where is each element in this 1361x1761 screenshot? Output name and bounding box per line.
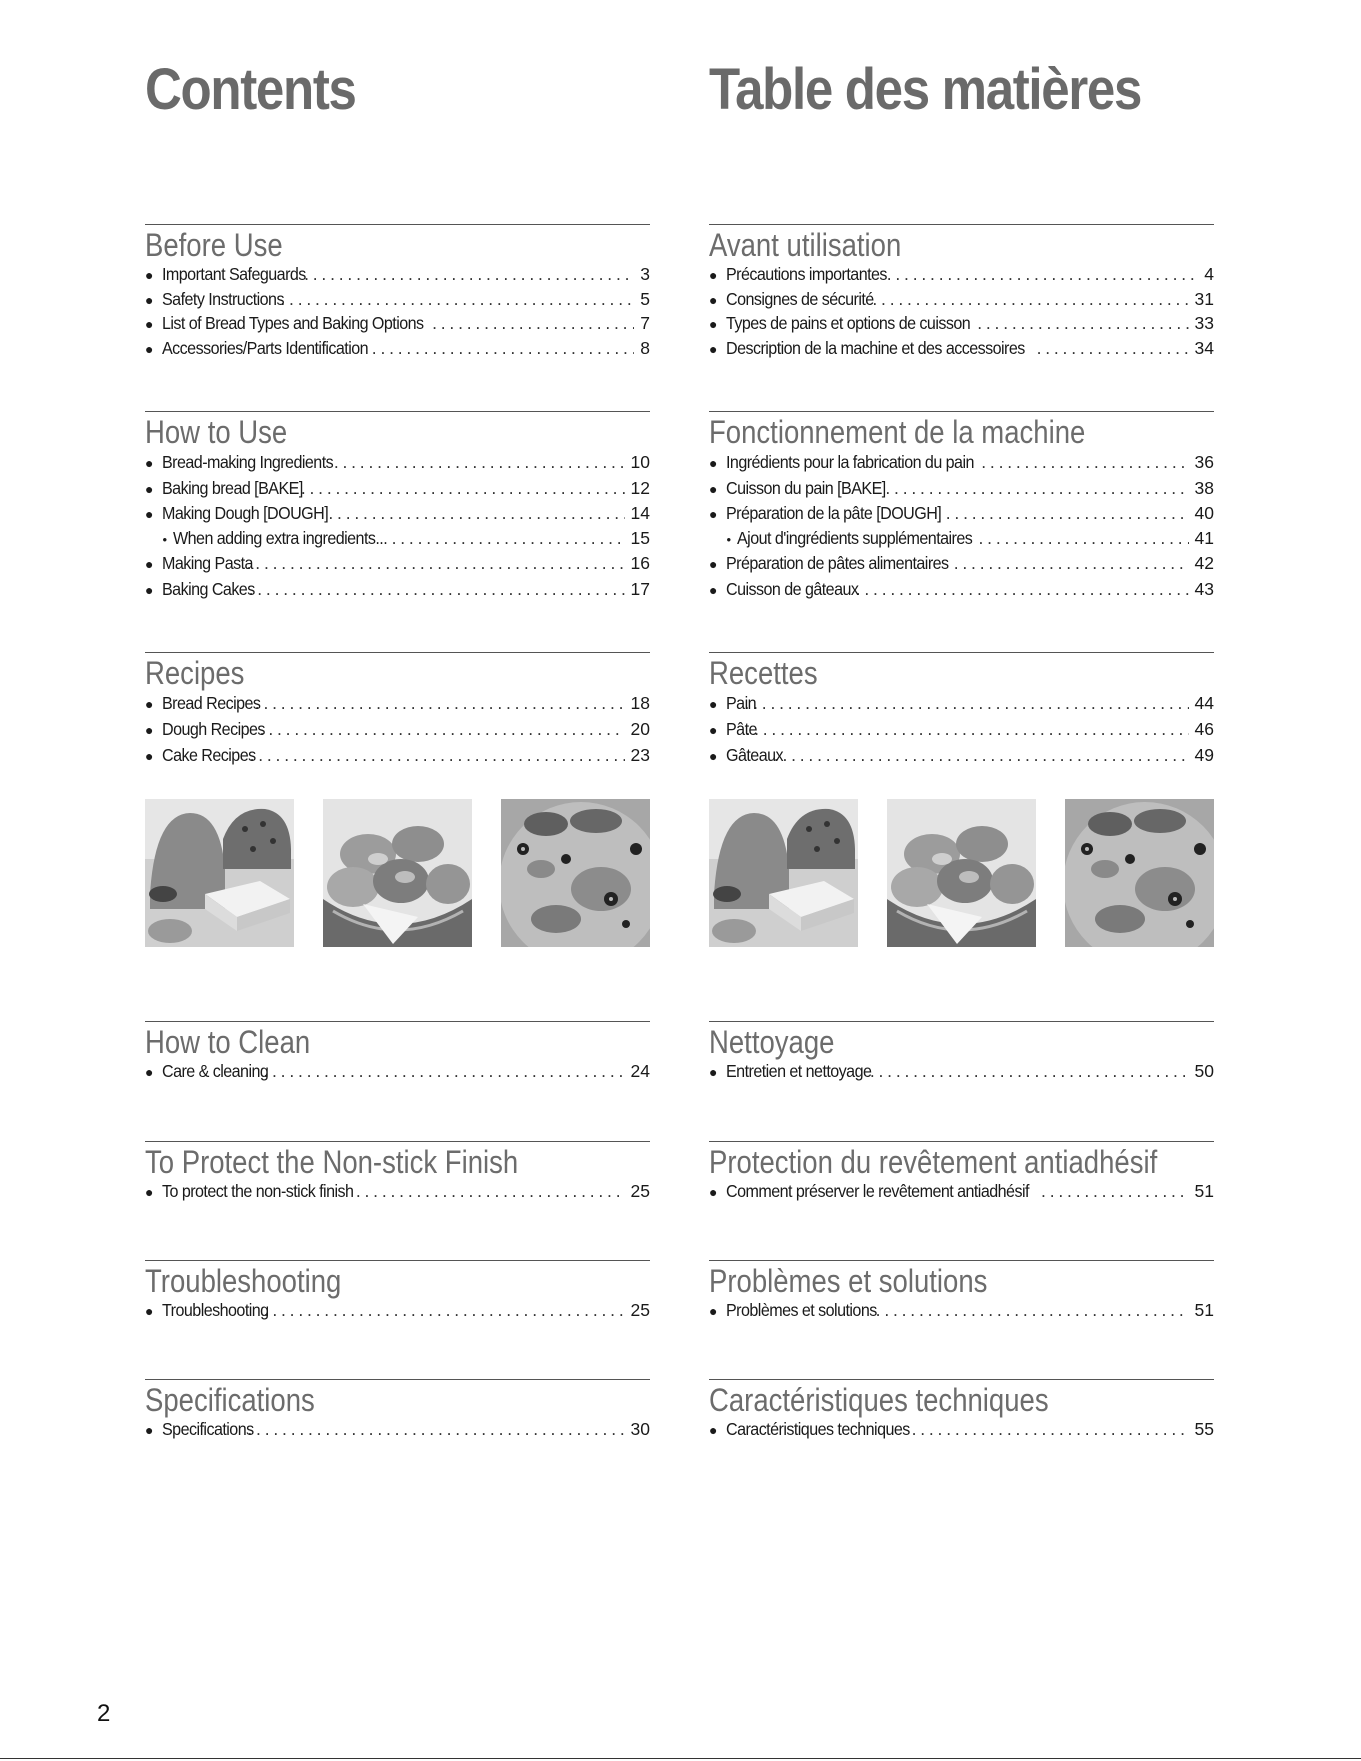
- entry-page: 5: [640, 288, 650, 309]
- entry-page: 18: [630, 693, 650, 713]
- section-divider: [709, 652, 1214, 653]
- entry-title: Bread Recipes: [162, 693, 261, 713]
- bullet-icon: ●: [145, 267, 154, 283]
- entry-title: Comment préserver le revêtement antiadhésif: [726, 1181, 1029, 1201]
- bullet-icon: ●: [145, 1064, 154, 1080]
- bullet-icon: ●: [709, 1064, 718, 1080]
- section-heading: Problèmes et solutions: [709, 1263, 988, 1299]
- section-how-to-clean: [145, 1021, 650, 1085]
- section-protection-revetement: [709, 1141, 1214, 1205]
- section-troubleshooting: [145, 1260, 650, 1324]
- bullet-icon: ●: [709, 722, 718, 738]
- recipe-photos: [145, 799, 650, 947]
- entry-title: Cuisson du pain [BAKE]: [726, 478, 886, 498]
- dot-leader: [946, 502, 1189, 526]
- bullet-icon: ●: [145, 455, 154, 471]
- entry-page: 34: [1194, 337, 1214, 358]
- dot-leader: [744, 691, 1188, 716]
- dot-leader: [247, 1418, 624, 1442]
- entry-page: 49: [1194, 745, 1214, 765]
- entry-page: 51: [1194, 1181, 1214, 1201]
- entry-title: Pain: [726, 693, 757, 713]
- entry-page: 50: [1194, 1061, 1214, 1081]
- page-bottom-rule: [0, 1758, 1361, 1759]
- toc-entry[interactable]: [709, 717, 1214, 743]
- section-heading: How to Use: [145, 414, 288, 450]
- section-heading: Before Use: [145, 227, 283, 263]
- entry-page: 17: [630, 579, 650, 599]
- entry-title: Dough Recipes: [162, 719, 265, 739]
- bread-loaf-photo: [709, 799, 858, 947]
- bullet-icon: ●: [709, 291, 718, 308]
- toc-entry[interactable]: [709, 1418, 1214, 1443]
- entry-title: Care & cleaning: [162, 1061, 269, 1081]
- dot-leader: [372, 337, 634, 361]
- toc-entry[interactable]: [145, 551, 650, 577]
- toc-entry[interactable]: [145, 450, 650, 476]
- bullet-icon: ●: [709, 316, 718, 332]
- bread-rolls-photo: [887, 799, 1036, 947]
- bullet-icon: ●: [709, 696, 718, 712]
- toc-entry[interactable]: [145, 502, 650, 527]
- toc-entry[interactable]: [145, 1060, 650, 1085]
- entry-page: 23: [630, 745, 650, 765]
- dot-leader: [774, 743, 1189, 768]
- toc-entry[interactable]: [145, 312, 650, 337]
- page-number: 2: [97, 1700, 111, 1727]
- entry-page: 46: [1194, 719, 1214, 739]
- section-divider: [709, 224, 1214, 225]
- section-avant-utilisation: [709, 224, 1214, 361]
- entry-page: 55: [1194, 1419, 1214, 1439]
- pizza-photo: [501, 799, 650, 947]
- bullet-icon: ●: [145, 340, 154, 357]
- dot-leader: [263, 1060, 624, 1084]
- section-problemes-solutions: [709, 1260, 1214, 1324]
- toc-entry[interactable]: [145, 717, 650, 743]
- toc-subentry[interactable]: [709, 527, 1214, 552]
- sub-bullet-icon: •: [726, 531, 731, 547]
- entry-page: 31: [1194, 288, 1214, 309]
- bullet-icon: ●: [709, 506, 718, 522]
- entry-page: 15: [630, 527, 650, 548]
- toc-entry[interactable]: [145, 476, 650, 502]
- bullet-icon: ●: [709, 455, 718, 471]
- section-heading: Protection du revêtement antiadhésif: [709, 1144, 1158, 1180]
- entry-title: Consignes de sécurité: [726, 288, 874, 309]
- entry-page: 30: [630, 1419, 650, 1439]
- entry-title: Préparation de pâtes alimentaires: [726, 553, 949, 573]
- entry-title: Baking bread [BAKE]: [162, 478, 303, 498]
- entry-title: Description de la machine et des accessoires: [726, 337, 1025, 358]
- section-divider: [145, 1379, 650, 1380]
- section-heading: How to Clean: [145, 1024, 311, 1060]
- toc-entry[interactable]: [709, 502, 1214, 527]
- entry-page: 10: [630, 452, 650, 472]
- entry-page: 42: [1194, 553, 1214, 573]
- section-heading: Recettes: [709, 655, 818, 691]
- entry-page: 12: [630, 478, 650, 498]
- toc-entry[interactable]: [709, 288, 1214, 313]
- toc-entry[interactable]: [145, 577, 650, 603]
- section-protect-non-stick: [145, 1141, 650, 1205]
- dot-leader: [954, 551, 1189, 576]
- bullet-icon: ●: [145, 1422, 154, 1438]
- toc-entry[interactable]: [709, 337, 1214, 362]
- section-fonctionnement: [709, 411, 1214, 603]
- entry-page: 43: [1194, 579, 1214, 599]
- entry-title: List of Bread Types and Baking Options: [162, 313, 424, 333]
- toc-entry[interactable]: [145, 1418, 650, 1443]
- entry-title: Types de pains et options de cuisson: [726, 313, 971, 333]
- entry-page: 4: [1204, 264, 1214, 284]
- section-divider: [145, 224, 650, 225]
- section-divider: [709, 411, 1214, 412]
- toc-entry[interactable]: [145, 691, 650, 717]
- section-divider: [145, 411, 650, 412]
- page-title: Contents: [145, 57, 356, 122]
- toc-entry[interactable]: [709, 691, 1214, 717]
- entry-page: 7: [640, 313, 650, 333]
- entry-title: Bread-making Ingredients: [162, 452, 334, 472]
- dot-leader: [856, 577, 1189, 602]
- entry-title: Ingrédients pour la fabrication du pain: [726, 452, 974, 472]
- bullet-icon: ●: [709, 1422, 718, 1438]
- section-heading: Caractéristiques techniques: [709, 1382, 1049, 1418]
- section-heading: Nettoyage: [709, 1024, 835, 1060]
- entry-title: Important Safeguards: [162, 264, 306, 284]
- section-before-use: [145, 224, 650, 361]
- toc-entry[interactable]: [709, 1180, 1214, 1205]
- toc-entry[interactable]: [145, 1299, 650, 1324]
- dot-leader: [977, 312, 1188, 336]
- toc-entry[interactable]: [709, 1060, 1214, 1085]
- dot-leader: [249, 577, 625, 602]
- toc-entry[interactable]: [709, 577, 1214, 603]
- entry-title: Making Pasta: [162, 553, 253, 573]
- entry-page: 41: [1194, 527, 1214, 548]
- dot-leader: [876, 1299, 1189, 1323]
- toc-entry[interactable]: [709, 263, 1214, 288]
- entry-title: Précautions importantes: [726, 264, 887, 284]
- bullet-icon: ●: [145, 748, 154, 764]
- entry-title: Pâte: [726, 719, 757, 739]
- dot-leader: [264, 1299, 625, 1323]
- dot-leader: [356, 1180, 625, 1204]
- section-divider: [709, 1260, 1214, 1261]
- dot-leader: [870, 1060, 1189, 1084]
- toc-entry[interactable]: [145, 337, 650, 362]
- section-recipes: [145, 652, 650, 769]
- entry-title: Cuisson de gâteaux: [726, 579, 859, 599]
- entry-page: 14: [630, 503, 650, 523]
- dot-leader: [247, 551, 625, 576]
- entry-title: Entretien et nettoyage: [726, 1061, 872, 1081]
- toc-entry[interactable]: [709, 1299, 1214, 1324]
- section-divider: [145, 652, 650, 653]
- dot-leader: [250, 743, 625, 768]
- toc-entry[interactable]: [145, 288, 650, 313]
- entry-title: Gâteaux: [726, 745, 784, 765]
- dot-leader: [1041, 1180, 1188, 1204]
- toc-entry[interactable]: [145, 743, 650, 769]
- section-divider: [145, 1021, 650, 1022]
- section-heading: To Protect the Non-stick Finish: [145, 1144, 519, 1180]
- dot-leader: [301, 476, 625, 501]
- entry-page: 25: [630, 1181, 650, 1201]
- entry-title: Specifications: [162, 1419, 254, 1439]
- entry-page: 38: [1194, 478, 1214, 498]
- entry-page: 3: [640, 264, 650, 284]
- dot-leader: [334, 450, 625, 475]
- entry-page: 40: [1194, 503, 1214, 523]
- bullet-icon: ●: [145, 556, 154, 572]
- dot-leader: [260, 717, 625, 742]
- section-heading: Fonctionnement de la machine: [709, 414, 1086, 450]
- entry-page: 25: [630, 1300, 650, 1320]
- bullet-icon: ●: [709, 340, 718, 357]
- sub-bullet-icon: •: [162, 531, 167, 547]
- bullet-icon: ●: [145, 582, 154, 598]
- dot-leader: [979, 527, 1189, 551]
- dot-leader: [887, 263, 1198, 287]
- section-divider: [709, 1379, 1214, 1380]
- recipe-photos-french: [709, 799, 1214, 947]
- toc-subentry[interactable]: [145, 527, 650, 552]
- entry-title: When adding extra ingredients...: [173, 527, 388, 548]
- entry-title: Préparation de la pâte [DOUGH]: [726, 503, 942, 523]
- bullet-icon: ●: [709, 582, 718, 598]
- entry-title: Safety Instructions: [162, 288, 284, 309]
- entry-page: 20: [630, 719, 650, 739]
- section-heading: Troubleshooting: [145, 1263, 342, 1299]
- section-divider: [709, 1021, 1214, 1022]
- dot-leader: [392, 527, 625, 551]
- dot-leader: [255, 691, 625, 716]
- bullet-icon: ●: [145, 291, 154, 308]
- bullet-icon: ●: [145, 696, 154, 712]
- bullet-icon: ●: [709, 556, 718, 572]
- dot-leader: [981, 450, 1188, 475]
- section-nettoyage: [709, 1021, 1214, 1085]
- dot-leader: [304, 263, 634, 287]
- toc-entry[interactable]: [709, 551, 1214, 577]
- dot-leader: [885, 476, 1188, 501]
- toc-entry[interactable]: [709, 450, 1214, 476]
- section-recettes: [709, 652, 1214, 769]
- bullet-icon: ●: [145, 481, 154, 497]
- entry-title: To protect the non-stick finish: [162, 1181, 354, 1201]
- entry-page: 36: [1194, 452, 1214, 472]
- entry-title: Accessories/Parts Identification: [162, 337, 369, 358]
- dot-leader: [432, 312, 634, 336]
- entry-page: 51: [1194, 1300, 1214, 1320]
- section-divider: [145, 1260, 650, 1261]
- toc-entry[interactable]: [709, 476, 1214, 502]
- bullet-icon: ●: [709, 1303, 718, 1319]
- dot-leader: [280, 288, 634, 312]
- bread-loaf-photo: [145, 799, 294, 947]
- entry-page: 16: [630, 553, 650, 573]
- section-heading: Specifications: [145, 1382, 315, 1418]
- dot-leader: [328, 502, 624, 526]
- entry-page: 33: [1194, 313, 1214, 333]
- toc-entry[interactable]: [709, 312, 1214, 337]
- entry-page: 24: [630, 1061, 650, 1081]
- bullet-icon: ●: [145, 1303, 154, 1319]
- section-divider: [145, 1141, 650, 1142]
- dot-leader: [912, 1418, 1189, 1442]
- bullet-icon: ●: [709, 1184, 718, 1200]
- toc-entry[interactable]: [145, 263, 650, 288]
- entry-title: Baking Cakes: [162, 579, 255, 599]
- section-specifications: [145, 1379, 650, 1443]
- toc-entry[interactable]: [145, 1180, 650, 1205]
- bullet-icon: ●: [709, 748, 718, 764]
- bullet-icon: ●: [709, 481, 718, 497]
- entry-title: Problèmes et solutions: [726, 1300, 877, 1320]
- dot-leader: [1037, 337, 1189, 361]
- entry-page: 8: [640, 337, 650, 358]
- section-divider: [709, 1141, 1214, 1142]
- entry-title: Making Dough [DOUGH]: [162, 503, 329, 523]
- pizza-photo: [1065, 799, 1214, 947]
- dot-leader: [745, 717, 1188, 742]
- bullet-icon: ●: [145, 722, 154, 738]
- bullet-icon: ●: [145, 1184, 154, 1200]
- section-heading: Avant utilisation: [709, 227, 902, 263]
- entry-title: Cake Recipes: [162, 745, 256, 765]
- entry-title: Troubleshooting: [162, 1300, 269, 1320]
- toc-entry[interactable]: [709, 743, 1214, 769]
- bullet-icon: ●: [145, 316, 154, 332]
- bullet-icon: ●: [145, 506, 154, 522]
- page-title-french: Table des matières: [709, 57, 1142, 122]
- bullet-icon: ●: [709, 267, 718, 283]
- section-how-to-use: [145, 411, 650, 603]
- entry-page: 44: [1194, 693, 1214, 713]
- dot-leader: [872, 288, 1188, 312]
- bread-rolls-photo: [323, 799, 472, 947]
- section-caracteristiques: [709, 1379, 1214, 1443]
- entry-title: Caractéristiques techniques: [726, 1419, 910, 1439]
- section-heading: Recipes: [145, 655, 245, 691]
- entry-title: Ajout d'ingrédients supplémentaires: [737, 527, 973, 548]
